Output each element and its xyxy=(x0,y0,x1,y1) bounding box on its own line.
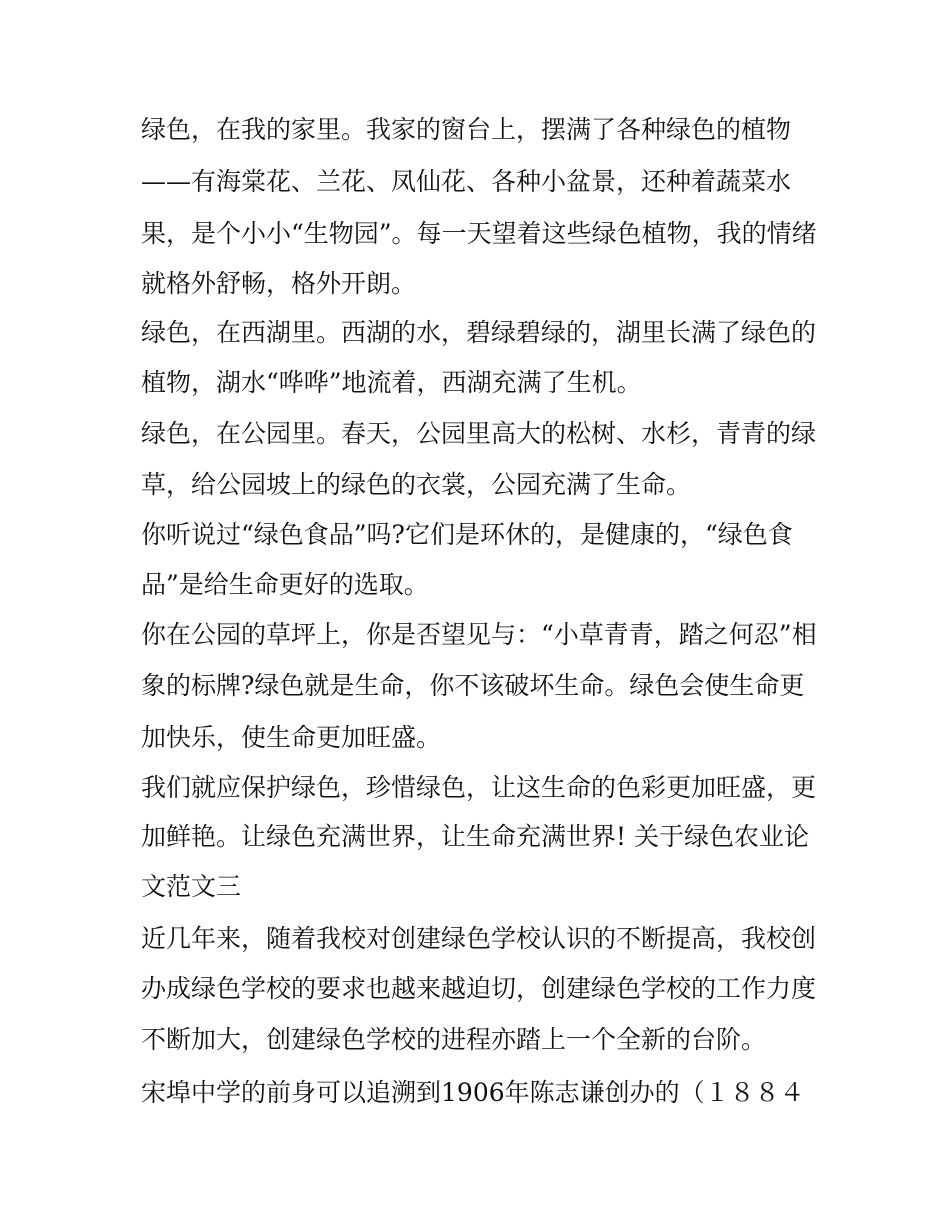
text-line: 文范文三 xyxy=(141,872,242,901)
text-line: 植物，湖水“哗哗”地流着，西湖充满了生机。 xyxy=(141,368,642,397)
text-line: 你在公园的草坪上，你是否望见与：“小草青青，踏之何忍”相 xyxy=(141,620,817,649)
text-line: 象的标牌?绿色就是生命，你不该破坏生命。绿色会使生命更 xyxy=(141,671,805,700)
text-line: 加鲜艳。让绿色充满世界，让生命充满世界! 关于绿色农业论 xyxy=(141,822,809,851)
text-line: 绿色，在我的家里。我家的窗台上，摆满了各种绿色的植物 xyxy=(141,115,792,144)
text-line: 近几年来，随着我校对创建绿色学校认识的不断提高，我校创 xyxy=(141,924,817,953)
text-line: 不断加大，创建绿色学校的进程亦踏上一个全新的台阶。 xyxy=(141,1025,767,1054)
text-line: 办成绿色学校的要求也越来越迫切，创建绿色学校的工作力度 xyxy=(141,974,817,1003)
text-line: 绿色，在西湖里。西湖的水，碧绿碧绿的，湖里长满了绿色的 xyxy=(141,318,817,347)
text-line: ——有海棠花、兰花、凤仙花、各种小盆景，还种着蔬菜水 xyxy=(141,167,792,196)
text-line: 你听说过“绿色食品”吗?它们是环休的，是健康的，“绿色食 xyxy=(141,520,793,549)
text-line: 加快乐，使生命更加旺盛。 xyxy=(141,723,442,752)
text-line: 品”是给生命更好的选取。 xyxy=(141,570,429,599)
text-line: 宋埠中学的前身可以追溯到1906年陈志谦创办的（１８８４ xyxy=(141,1078,805,1107)
text-line: 我们就应保护绿色，珍惜绿色，让这生命的色彩更加旺盛，更 xyxy=(141,773,817,802)
text-line: 就格外舒畅，格外开朗。 xyxy=(141,269,417,298)
text-line: 绿色，在公园里。春天，公园里高大的松树、水杉，青青的绿 xyxy=(141,419,817,448)
text-line: 果，是个小小“生物园”。每一天望着这些绿色植物，我的情绪 xyxy=(141,219,817,248)
text-line: 草，给公园坡上的绿色的衣裳，公园充满了生命。 xyxy=(141,470,692,499)
